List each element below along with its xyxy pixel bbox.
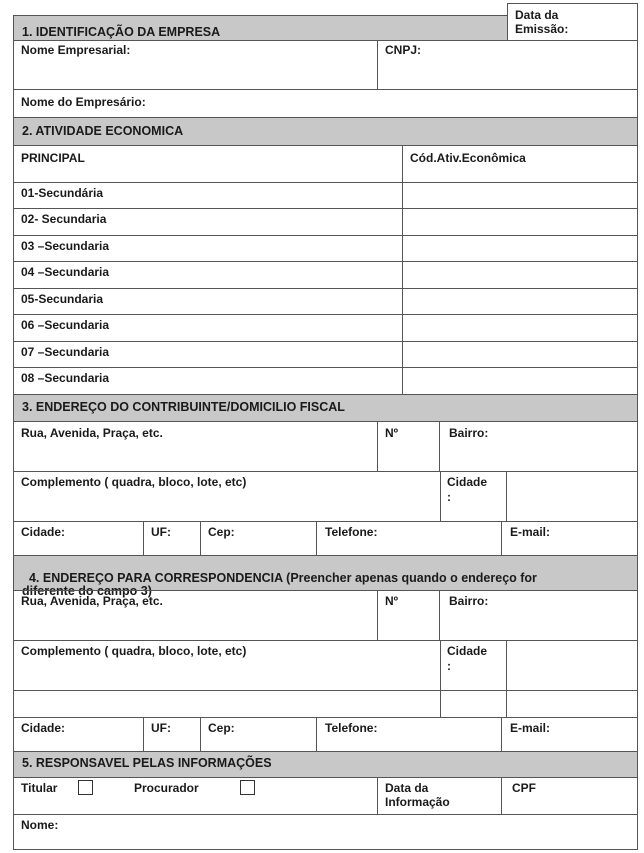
secundaria-label: 04 –Secundaria (21, 265, 110, 279)
s4-extra-row-value-field[interactable] (506, 690, 638, 718)
secundaria-label: 03 –Secundaria (21, 239, 110, 253)
s4-cidade-value-field[interactable] (506, 640, 638, 691)
secundaria-cod-field[interactable] (402, 208, 638, 236)
s3-email-label: E-mail: (510, 525, 551, 539)
nome-empresarial-label: Nome Empresarial: (21, 43, 131, 57)
s3-cidade-label-a: Cidade (447, 475, 488, 489)
data-informacao-label: Data da Informação (385, 781, 450, 809)
titular-checkbox[interactable] (78, 780, 93, 795)
secundaria-label: 07 –Secundaria (21, 345, 110, 359)
secundaria-label: 05-Secundaria (21, 292, 104, 306)
s3-complemento-label: Complemento ( quadra, bloco, lote, etc) (21, 475, 247, 489)
principal-label: PRINCIPAL (21, 151, 85, 165)
s3-rua-label: Rua, Avenida, Praça, etc. (21, 426, 163, 440)
section-5-header (13, 751, 638, 778)
s4-extra-row-field[interactable] (13, 690, 441, 718)
s4-telefone-label: Telefone: (325, 721, 378, 735)
s4-cidade-label-a: Cidade (447, 644, 488, 658)
s3-cidade-value-field[interactable] (506, 471, 638, 522)
s4-cidade-label-b: : (447, 659, 451, 673)
s3-uf-label: UF: (151, 525, 171, 539)
s4-bairro-label: Bairro: (449, 594, 489, 608)
procurador-checkbox[interactable] (240, 780, 255, 795)
s4-rua-label: Rua, Avenida, Praça, etc. (21, 594, 163, 608)
secundaria-cod-field[interactable] (402, 367, 638, 395)
secundaria-label: 08 –Secundaria (21, 371, 110, 385)
s4-cep-label: Cep: (208, 721, 235, 735)
s4-cidade-bottom-label: Cidade: (21, 721, 66, 735)
s3-bairro-label: Bairro: (449, 426, 489, 440)
cnpj-label: CNPJ: (385, 43, 422, 57)
secundaria-label: 06 –Secundaria (21, 318, 110, 332)
section-4-title: 4. ENDEREÇO PARA CORRESPONDENCIA (Preencher apenas quando o endereço for diferente do campo 3) (22, 571, 537, 598)
secundaria-cod-field[interactable] (402, 314, 638, 342)
section-1-header (13, 15, 508, 41)
nome-empresario-label: Nome do Empresário: (21, 95, 146, 109)
secundaria-label: 01-Secundária (21, 186, 104, 200)
cod-ativ-label: Cód.Ativ.Econômica (410, 151, 526, 165)
s4-extra-row-cidade-field[interactable] (440, 690, 507, 718)
section-3-title: 3. ENDEREÇO DO CONTRIBUINTE/DOMICILIO FISCAL (22, 400, 345, 414)
s4-uf-label: UF: (151, 721, 171, 735)
cpf-label: CPF (512, 781, 536, 795)
s3-cep-label: Cep: (208, 525, 235, 539)
s3-telefone-label: Telefone: (325, 525, 378, 539)
section-2-title: 2. ATIVIDADE ECONOMICA (22, 124, 184, 138)
s3-cidade-label-b: : (447, 490, 451, 504)
section-3-header (13, 394, 638, 422)
s3-cidade-bottom-label: Cidade: (21, 525, 66, 539)
s3-numero-label: Nº (385, 426, 399, 440)
procurador-label: Procurador (134, 781, 199, 795)
section-5-title: 5. RESPONSAVEL PELAS INFORMAÇÕES (22, 756, 272, 770)
secundaria-cod-field[interactable] (402, 261, 638, 289)
s4-numero-label: Nº (385, 594, 399, 608)
data-emissao-label: Data da Emissão: (515, 8, 569, 36)
nome-responsavel-field[interactable] (13, 814, 638, 850)
s4-complemento-label: Complemento ( quadra, bloco, lote, etc) (21, 644, 247, 658)
section-2-header (13, 117, 638, 146)
nome-responsavel-label: Nome: (21, 818, 59, 832)
secundaria-cod-field[interactable] (402, 288, 638, 315)
s4-email-label: E-mail: (510, 721, 551, 735)
section-4-header (13, 555, 638, 598)
section-1-title: 1. IDENTIFICAÇÃO DA EMPRESA (22, 25, 221, 39)
secundaria-cod-field[interactable] (402, 341, 638, 368)
titular-label: Titular (21, 781, 58, 795)
secundaria-cod-field[interactable] (402, 235, 638, 262)
secundaria-label: 02- Secundaria (21, 212, 107, 226)
secundaria-cod-field[interactable] (402, 182, 638, 209)
